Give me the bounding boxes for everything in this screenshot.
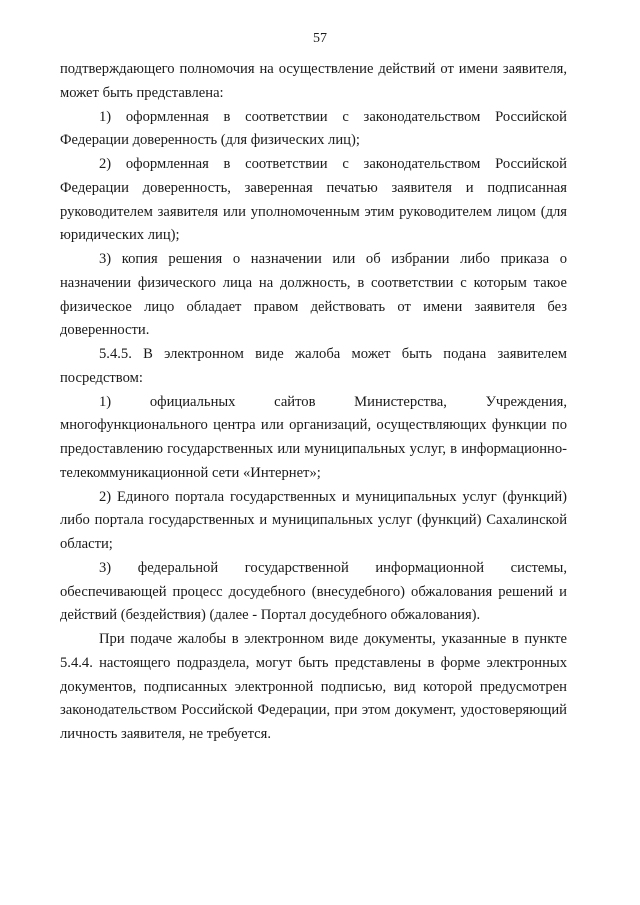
paragraph-item-2-unified-portal: 2) Единого портала государственных и муниципальных услуг (функций) либо портала государственных и муниципальных услуг (функций) Сахалинской области; xyxy=(60,488,567,552)
paragraph-electronic-submission: При подаче жалобы в электронном виде документы, указанные в пункте 5.4.4. настоящего подраздела, могут быть представлены в форме электронных документов, подписанных электронной подписью, вид которой предусмотрен законодательством Российской Федерации, при этом документ, удостоверяющий личность заявителя, не требуется. xyxy=(60,631,567,742)
body-text xyxy=(60,58,567,747)
paragraph-continuation: подтверждающего полномочия на осуществление действий от имени заявителя, может быть представлена: xyxy=(60,61,567,101)
page-number: 57 xyxy=(313,31,327,46)
paragraph-item-3-appointment-copy: 3) копия решения о назначении или об избрании либо приказа о назначении физического лица на должность, в соответствии с которым такое физическое лицо обладает правом действовать от имени заявителя без доверенности. xyxy=(60,251,567,339)
paragraph-item-3-federal-system: 3) федеральной государственной информационной системы, обеспечивающей процесс досудебного (внесудебного) обжалования решений и действий (бездействия) (далее - Портал досудебного обжалования). xyxy=(60,559,567,624)
paragraph-item-1-official-sites: 1) официальных сайтов Министерства, Учреждения, многофункционального центра или организаций, осуществляющих функции по предоставлению государственных или муниципальных услуг, в информационно-телекоммуникационной сети «Интернет»; xyxy=(60,393,567,481)
paragraph-item-1-individuals: 1) оформленная в соответствии с законодательством Российской Федерации доверенность (для физических лиц); xyxy=(60,108,567,149)
paragraph-item-2-legal-entities: 2) оформленная в соответствии с законодательством Российской Федерации доверенность, заверенная печатью заявителя и подписанная руководителем заявителя или уполномоченным этим руководителем лицом (для юридических лиц); xyxy=(60,156,567,244)
paragraph-section-5-4-5: 5.4.5. В электронном виде жалоба может быть подана заявителем посредством: xyxy=(60,346,567,386)
